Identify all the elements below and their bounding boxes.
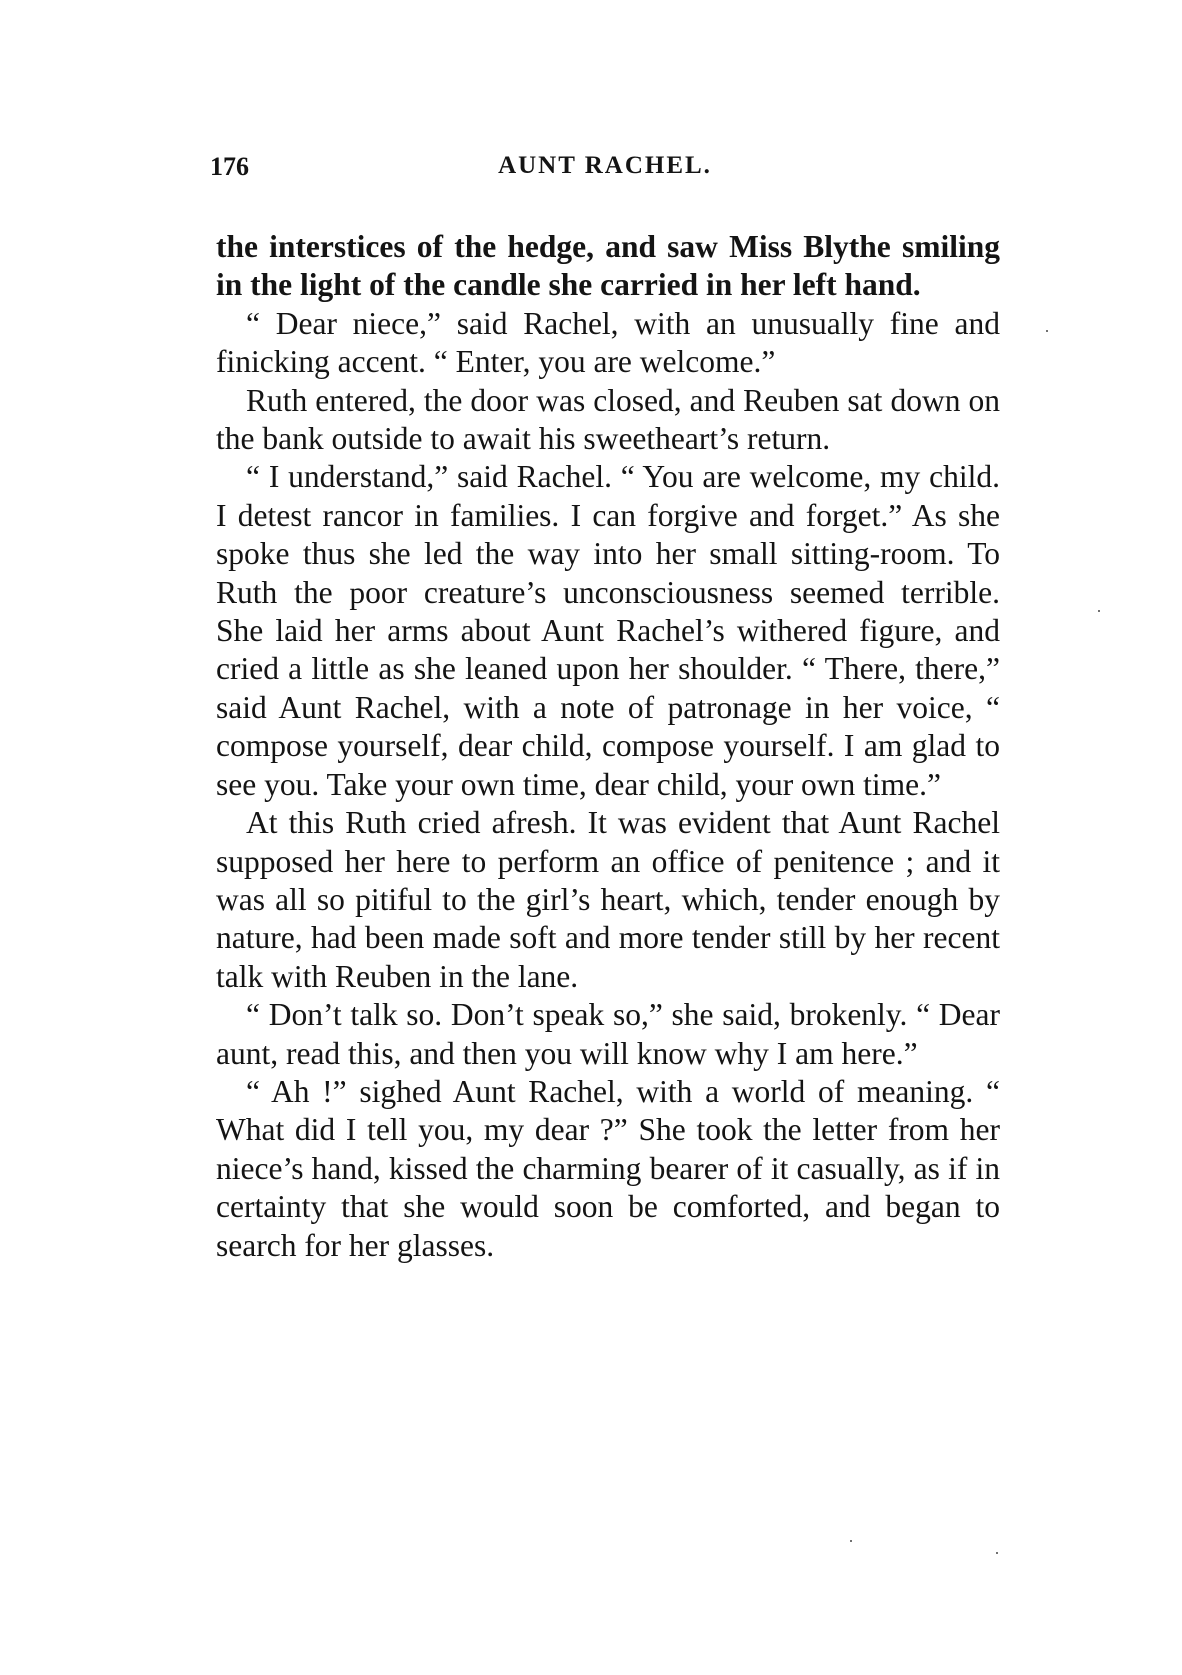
paragraph: the interstices of the hedge, and saw Miss Blythe smiling in the light of the candle she carried in her left hand.	[216, 229, 1000, 303]
paragraph: “ Don’t talk so. Don’t speak so,” she said, brokenly. “ Dear aunt, read this, and then you will know why I am here.”	[216, 997, 1000, 1071]
paragraph: “ I understand,” said Rachel. “ You are welcome, my child. I detest rancor in families. I can forgive and forget.” As she spoke thus she led the way into her small sitting-room. To Ruth the poor creature’s unconsciousness seemed terrible. She laid her arms about Aunt Rachel’s withered figure, and cried a little as she leaned upon her shoulder. “ There, there,” said Aunt Rachel, with a note of patronage in her voice, “ compose yourself, dear child, compose yourself. I am glad to see you. Take your own time, dear child, your own time.”	[216, 459, 1000, 802]
scan-speck	[850, 1540, 852, 1542]
page-number: 176	[210, 152, 249, 181]
scan-speck	[1046, 330, 1048, 332]
paragraph: Ruth entered, the door was closed, and Reuben sat down on the bank outside to await his sweetheart’s return.	[216, 382, 1000, 457]
page-body	[216, 228, 1000, 1265]
running-head: AUNT RACHEL.	[498, 152, 712, 179]
paragraph: At this Ruth cried afresh. It was evident that Aunt Rachel supposed her here to perform an office of penitence ; and it was all so pitiful to the girl’s heart, which, tender enough by nature, had been made soft and more tender still by her recent talk with Reuben in the lane.	[216, 805, 1000, 994]
scan-speck	[996, 1552, 998, 1554]
page-header	[210, 152, 1000, 192]
paragraph: “ Ah !” sighed Aunt Rachel, with a world of meaning. “ What did I tell you, my dear ?” She took the letter from her niece’s hand, kissed the charming bearer of it casually, as if in certainty that she would soon be comforted, and began to search for her glasses.	[216, 1073, 1000, 1263]
scan-speck	[1098, 610, 1100, 612]
paragraph: “ Dear niece,” said Rachel, with an unusually fine and finicking accent. “ Enter, you are welcome.”	[216, 305, 1000, 380]
